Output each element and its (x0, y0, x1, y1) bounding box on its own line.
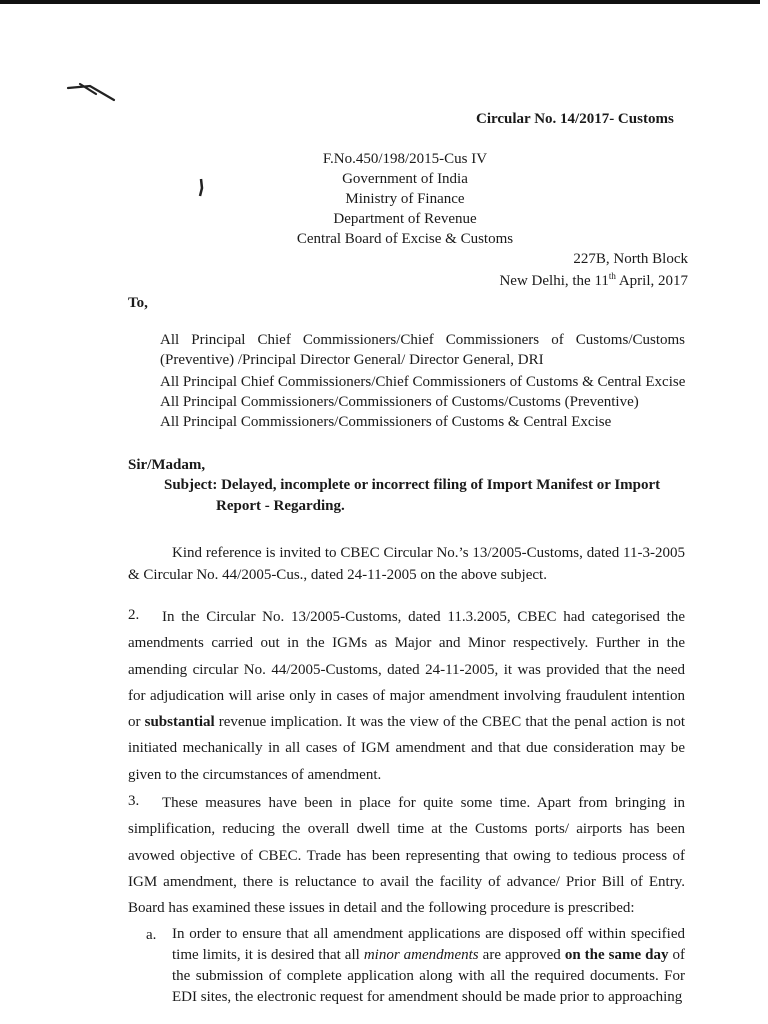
date-prefix: New Delhi, the 11 (499, 273, 609, 289)
paragraph-2-number: 2. (128, 607, 140, 623)
recipient-line-1: All Principal Chief Commissioners/Chief Commissioners of Customs/Customs (Preventive) /Principal Director General/ Director General, DRI (160, 332, 685, 368)
subject-label: Subject: (164, 477, 218, 493)
item-a-text-2: are approved (482, 947, 561, 963)
paragraph-3: These measures have been in place for quite some time. Apart from bringing in simplification, reducing the overall dwell time at the Customs ports/ airports has been avowed objective of CBEC. Trade has been representing that owing to tedious process of IGM amendment, there is reluctance to avail the facility of advance/ Prior Bill of Entry. Board has examined these issues in detail and the following procedure is prescribed: (128, 795, 685, 917)
paragraph-2-bold: substantial (144, 714, 215, 731)
subject-line-2: Report - Regarding. (216, 498, 345, 514)
ministry-line: Ministry of Finance (345, 191, 465, 207)
circular-number: Circular No. 14/2017- Customs (476, 111, 674, 127)
item-a-bold: on the same day (564, 947, 669, 963)
board-line: Central Board of Excise & Customs (296, 231, 514, 247)
paragraph-2-text-b: revenue implication. It was the view of the CBEC that the penal action is not initiated mechanically in all cases of IGM amendment and that due consideration may be given to the circumstances of amendment. (128, 714, 686, 783)
item-a-italic: minor amendments (363, 947, 479, 963)
paragraph-2-text-a: In the Circular No. 13/2005-Customs, dated 11.3.2005, CBEC had categorised the amendments carried out in the IGMs as Major and Minor respectively. Further in the amending circular No. 44/2005-Customs, dated 24-11-2005, it was provided that the need for adjudication will arise only in cases of major amendment involving fraudulent intention or (128, 609, 685, 731)
item-a-text-3: of the submission of complete application along with all the required documents. For EDI sites, the electronic request for amendment should be made prior to approaching (172, 947, 686, 1005)
recipient-line-3: All Principal Commissioners/Commissioners of Customs/Customs (Preventive) (160, 394, 639, 410)
department-line: Department of Revenue (333, 211, 477, 227)
government-line: Government of India (342, 171, 468, 187)
date-line (499, 272, 688, 290)
subject-text: Delayed, incomplete or incorrect filing of Import Manifest or Import (221, 477, 661, 493)
salutation: Sir/Madam, (128, 457, 206, 473)
address-line: 227B, North Block (573, 251, 688, 267)
top-border-rule (0, 0, 760, 4)
subject-line-1 (164, 476, 660, 494)
date-suffix: April, 2017 (615, 273, 688, 289)
recipient-line-4: All Principal Commissioners/Commissioners of Customs & Central Excise (160, 414, 612, 430)
item-a-text-1: In order to ensure that all amendment applications are disposed off within specified time limits, it is desired that all (172, 926, 685, 963)
item-a-paragraph (172, 924, 685, 1008)
intro-paragraph: Kind reference is invited to CBEC Circular No.’s 13/2005-Customs, dated 11-3-2005 & Circular No. 44/2005-Cus., dated 24-11-2005 on the above subject. (128, 545, 685, 583)
to-label: To, (128, 295, 148, 311)
recipient-line-2: All Principal Chief Commissioners/Chief Commissioners of Customs & Central Excise (160, 374, 686, 390)
pen-mark-icon (66, 80, 118, 104)
date-superscript: th (608, 271, 616, 281)
item-a-number: a. (146, 927, 157, 943)
file-number: F.No.450/198/2015-Cus IV (322, 151, 488, 167)
paragraph-2 (128, 604, 685, 788)
paragraph-3-number: 3. (128, 793, 140, 809)
